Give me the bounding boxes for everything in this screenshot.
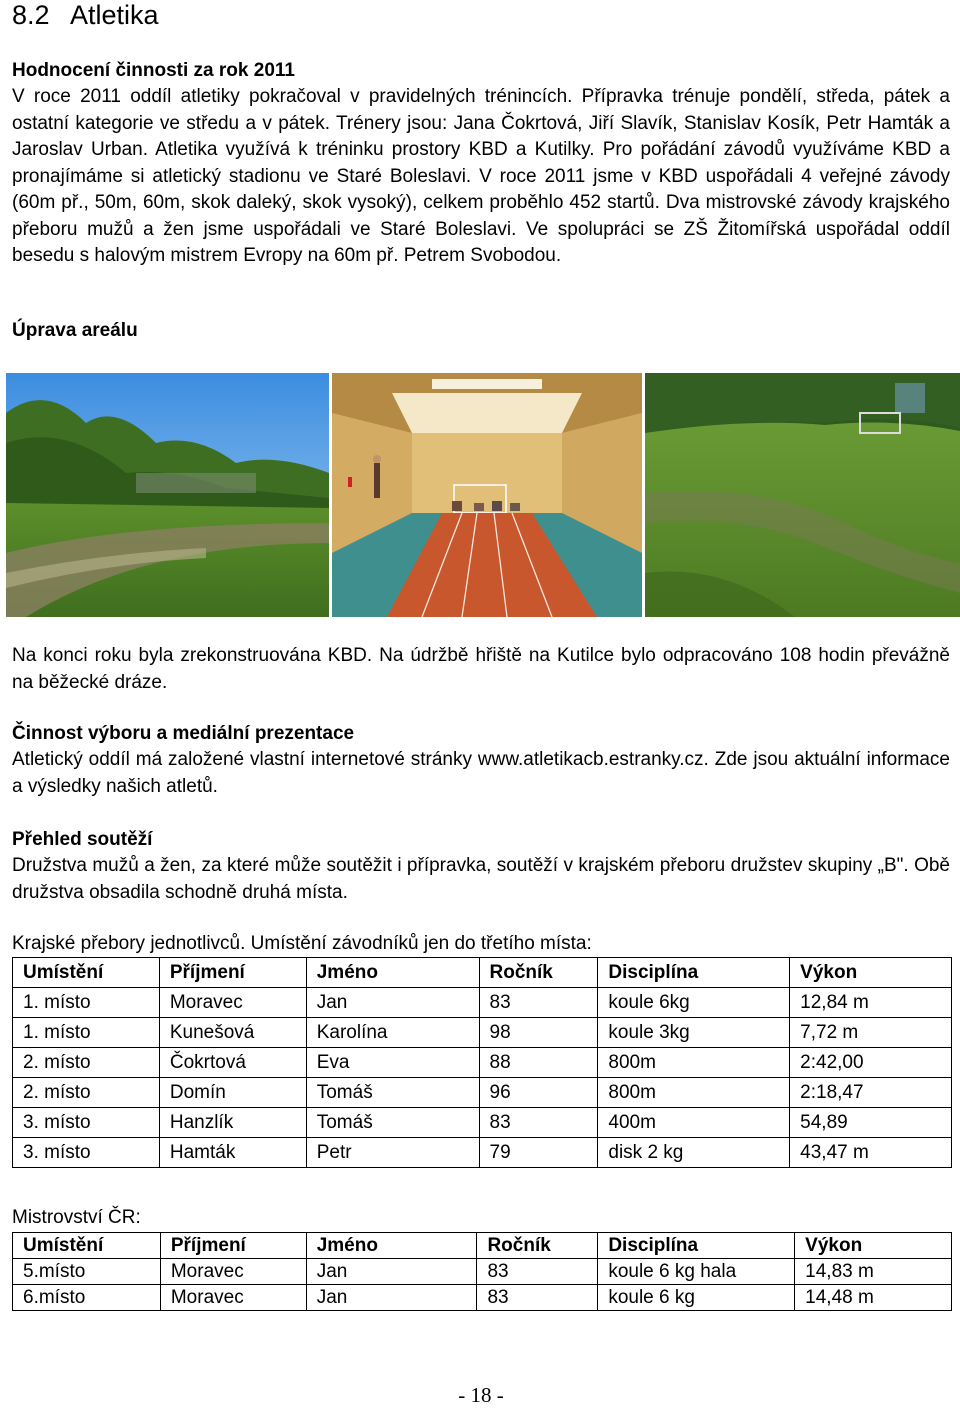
- table-cell: Moravec: [159, 988, 306, 1018]
- table-cell: Hanzlík: [159, 1108, 306, 1138]
- table-cell: Čokrtová: [159, 1048, 306, 1078]
- table-row: [13, 1259, 952, 1285]
- table-cell: Petr: [306, 1138, 479, 1168]
- table-cell: 3. místo: [13, 1108, 160, 1138]
- table-cell: Domín: [159, 1078, 306, 1108]
- table-cell: Karolína: [306, 1018, 479, 1048]
- table-cell: 14,83 m: [795, 1259, 952, 1285]
- page-number: - 18 -: [458, 1383, 504, 1407]
- table-cell: koule 6 kg hala: [598, 1259, 795, 1285]
- table-cell: 79: [479, 1138, 598, 1168]
- column-header: Jméno: [306, 958, 479, 988]
- table-cell: Tomáš: [306, 1078, 479, 1108]
- table-cell: 7,72 m: [790, 1018, 952, 1048]
- table-row: [13, 988, 952, 1018]
- photo-outdoor-field: [6, 373, 329, 617]
- column-header: Ročník: [479, 958, 598, 988]
- regional-results-title: Krajské přebory jednotlivců. Umístění závodníků jen do třetího místa:: [12, 933, 592, 954]
- table-cell: 83: [477, 1285, 598, 1311]
- table-cell: 88: [479, 1048, 598, 1078]
- competitions-text: Družstva mužů a žen, za které může soutěžit i přípravka, soutěží v krajském přeboru družstev skupiny „B". Obě družstva obsadila schodně druhá místa.: [12, 855, 950, 903]
- table-cell: 83: [479, 1108, 598, 1138]
- table-cell: koule 6 kg: [598, 1285, 795, 1311]
- table-row: [13, 1018, 952, 1048]
- reconstruction-section: [12, 643, 950, 696]
- regional-results-table: [12, 957, 952, 1168]
- table-cell: Moravec: [160, 1285, 306, 1311]
- table-cell: 54,89: [790, 1108, 952, 1138]
- table-row: [13, 1108, 952, 1138]
- season-review-text: V roce 2011 oddíl atletiky pokračoval v pravidelných trénincích. Přípravka trénuje pondělí, středa, pátek a ostatní kategorie ve středu a v pátek. Trénery jsou: Jana Čokrtová, Jiří Slavík, Stanislav Kosík, Petr Hamták a Jaroslav Urban. Atletika využívá k tréninku prostory KBD a Kutilky. Pro pořádání závodů využíváme KBD a pronajímáme si atletický stadionu ve Staré Boleslavi. V roce 2011 jsme v KBD uspořádali 4 veřejné závody (60m př., 50m, 60m, skok daleký, skok vysoký), celkem proběhlo 452 startů. Dva mistrovské závody krajského přeboru mužů a žen jsme uspořádali ve Staré Boleslavi. Ve spolupráci se ZŠ Žitomířská uspořádal oddíl besedu s halovým mistrem Evropy na 60m př. Petrem Svobodou.: [12, 86, 950, 266]
- table-cell: 800m: [598, 1048, 790, 1078]
- reconstruction-text: Na konci roku byla zrekonstruována KBD. Na údržbě hřiště na Kutilce bylo odpracováno 108 hodin převážně na běžecké dráze.: [12, 645, 950, 693]
- table-cell: Eva: [306, 1048, 479, 1078]
- table-row: [13, 1048, 952, 1078]
- table-cell: 2:18,47: [790, 1078, 952, 1108]
- season-review-title: Hodnocení činnosti za rok 2011: [12, 60, 295, 81]
- competitions-section: [12, 827, 950, 906]
- column-header: Umístění: [13, 1233, 161, 1259]
- national-results-title: Mistrovství ČR:: [12, 1207, 141, 1228]
- table-row: [13, 1078, 952, 1108]
- table-cell: Jan: [306, 988, 479, 1018]
- column-header: Výkon: [795, 1233, 952, 1259]
- column-header: Příjmení: [159, 958, 306, 988]
- table-cell: 12,84 m: [790, 988, 952, 1018]
- column-header: Disciplína: [598, 958, 790, 988]
- table-row: [13, 1285, 952, 1311]
- table-row: [13, 1138, 952, 1168]
- table-cell: Jan: [306, 1285, 477, 1311]
- grass-field-image: [645, 373, 960, 617]
- table-cell: 800m: [598, 1078, 790, 1108]
- table-cell: Hamták: [159, 1138, 306, 1168]
- national-results-table: [12, 1232, 952, 1311]
- heading-title: Atletika: [70, 0, 159, 30]
- table-cell: koule 3kg: [598, 1018, 790, 1048]
- table-cell: 96: [479, 1078, 598, 1108]
- committee-title: Činnost výboru a mediální prezentace: [12, 723, 355, 744]
- table-cell: 1. místo: [13, 988, 160, 1018]
- table-header-row: [13, 958, 952, 988]
- table-cell: 3. místo: [13, 1138, 160, 1168]
- table-cell: disk 2 kg: [598, 1138, 790, 1168]
- season-review-section: [12, 58, 950, 270]
- photo-grass-field: [645, 373, 960, 617]
- table-cell: Moravec: [160, 1259, 306, 1285]
- committee-text: Atletický oddíl má založené vlastní internetové stránky www.atletikacb.estranky.cz. Zde jsou aktuální informace a výsledky našich atletů.: [12, 749, 950, 797]
- column-header: Jméno: [306, 1233, 477, 1259]
- table-cell: 14,48 m: [795, 1285, 952, 1311]
- table-cell: 83: [477, 1259, 598, 1285]
- photo-indoor-hall: [332, 373, 642, 617]
- column-header: Výkon: [790, 958, 952, 988]
- table-cell: koule 6kg: [598, 988, 790, 1018]
- column-header: Příjmení: [160, 1233, 306, 1259]
- table-cell: Jan: [306, 1259, 477, 1285]
- table-cell: 2:42,00: [790, 1048, 952, 1078]
- table-cell: 43,47 m: [790, 1138, 952, 1168]
- column-header: Ročník: [477, 1233, 598, 1259]
- facility-title: Úprava areálu: [12, 320, 138, 341]
- table-cell: 6.místo: [13, 1285, 161, 1311]
- indoor-hall-image: [332, 373, 642, 617]
- table-cell: Tomáš: [306, 1108, 479, 1138]
- section-heading: [12, 0, 159, 30]
- table-cell: 400m: [598, 1108, 790, 1138]
- table-cell: 1. místo: [13, 1018, 160, 1048]
- table-cell: 83: [479, 988, 598, 1018]
- competitions-title: Přehled soutěží: [12, 829, 153, 850]
- table-cell: 98: [479, 1018, 598, 1048]
- table-cell: 2. místo: [13, 1078, 160, 1108]
- heading-number: 8.2: [12, 0, 50, 30]
- table-header-row: [13, 1233, 952, 1259]
- table-cell: Kunešová: [159, 1018, 306, 1048]
- column-header: Disciplína: [598, 1233, 795, 1259]
- outdoor-field-image: [6, 373, 329, 617]
- committee-section: [12, 721, 950, 800]
- table-cell: 5.místo: [13, 1259, 161, 1285]
- facility-section: [12, 318, 138, 344]
- column-header: Umístění: [13, 958, 160, 988]
- table-cell: 2. místo: [13, 1048, 160, 1078]
- photo-strip: [6, 373, 960, 617]
